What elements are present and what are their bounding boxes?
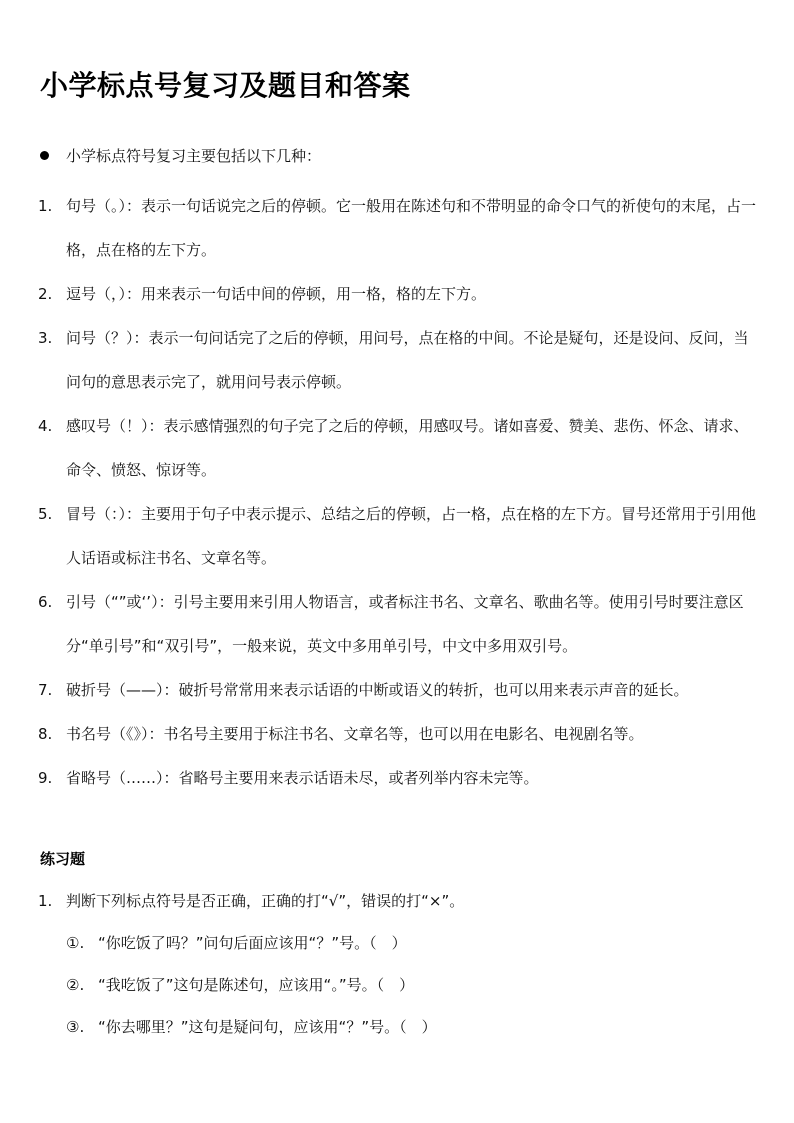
list-item bbox=[38, 492, 760, 580]
sub-question bbox=[38, 972, 760, 998]
exercise-list bbox=[38, 888, 760, 1056]
document-title: 小学标点号复习及题目和答案 bbox=[40, 69, 411, 102]
list-item-number: 8. bbox=[38, 725, 53, 743]
sub-question bbox=[38, 930, 760, 956]
question-number: 1. bbox=[38, 892, 53, 910]
sub-question-text: “你吃饭了吗？”问句后面应该用“？”号。（ ） bbox=[98, 934, 407, 952]
list-item-number: 6. bbox=[38, 593, 53, 611]
list-item-number: 4. bbox=[38, 417, 53, 435]
list-item bbox=[38, 668, 760, 712]
list-item-text: 冒号（：）：主要用于句子中表示提示、总结之后的停顿，占一格，点在格的左下方。冒号还常用于引用他人话语或标注书名、文章名等。 bbox=[66, 505, 757, 567]
list-item-number: 9. bbox=[38, 769, 53, 787]
list-item-number: 3. bbox=[38, 329, 53, 347]
list-item bbox=[38, 184, 760, 272]
list-item-text: 书名号（《》）：书名号主要用于标注书名、文章名等，也可以用在电影名、电视剧名等。 bbox=[66, 725, 644, 743]
list-item-text: 感叹号（！）：表示感情强烈的句子完了之后的停顿，用感叹号。诸如喜爱、赞美、悲伤、怀念、请求、命令、愤怒、惊讶等。 bbox=[66, 417, 749, 479]
list-item bbox=[38, 580, 760, 668]
intro-line bbox=[40, 143, 760, 169]
list-item bbox=[38, 272, 760, 316]
bullet-icon bbox=[40, 151, 49, 160]
list-item-number: 1. bbox=[38, 197, 53, 215]
exercise-title: 练习题 bbox=[40, 850, 86, 868]
question-text: 判断下列标点符号是否正确，正确的打“√”，错误的打“×”。 bbox=[66, 892, 465, 910]
list-item bbox=[38, 756, 760, 800]
list-item-number: 5. bbox=[38, 505, 53, 523]
list-item-number: 2. bbox=[38, 285, 53, 303]
sub-question bbox=[38, 1014, 760, 1040]
list-item-text: 逗号（，）：用来表示一句话中间的停顿，用一格，格的左下方。 bbox=[66, 285, 487, 303]
list-item-text: 破折号（——）：破折号常常用来表示话语的中断或语义的转折，也可以用来表示声音的延长。 bbox=[66, 681, 689, 699]
list-item-text: 省略号（……）：省略号主要用来表示话语未尽，或者列举内容未完等。 bbox=[66, 769, 539, 787]
list-item bbox=[38, 316, 760, 404]
question-item bbox=[38, 888, 760, 914]
sub-question-text: “你去哪里？”这句是疑问句，应该用“？”号。（ ） bbox=[98, 1018, 437, 1036]
list-item-text: 句号（。）：表示一句话说完之后的停顿。它一般用在陈述句和不带明显的命令口气的祈使句的末尾，占一格，点在格的左下方。 bbox=[66, 197, 757, 259]
list-item-text: 引号（“”或‘’）：引号主要用来引用人物语言，或者标注书名、文章名、歌曲名等。使用引号时要注意区分“单引号”和“双引号”，一般来说，英文中多用单引号，中文中多用双引号。 bbox=[66, 593, 744, 655]
list-item-number: 7. bbox=[38, 681, 53, 699]
sub-question-text: “我吃饭了”这句是陈述句，应该用“。”号。（ ） bbox=[98, 976, 415, 994]
punctuation-list bbox=[38, 184, 760, 800]
list-item bbox=[38, 712, 760, 756]
list-item-text: 问号（？）：表示一句问话完了之后的停顿，用问号，点在格的中间。不论是疑句，还是设问、反问，当问句的意思表示完了，就用问号表示停顿。 bbox=[66, 329, 749, 391]
sub-question-number: ②. bbox=[66, 976, 85, 994]
sub-question-number: ①. bbox=[66, 934, 85, 952]
sub-question-number: ③. bbox=[66, 1018, 85, 1036]
intro-text: 小学标点符号复习主要包括以下几种： bbox=[66, 147, 322, 165]
list-item bbox=[38, 404, 760, 492]
